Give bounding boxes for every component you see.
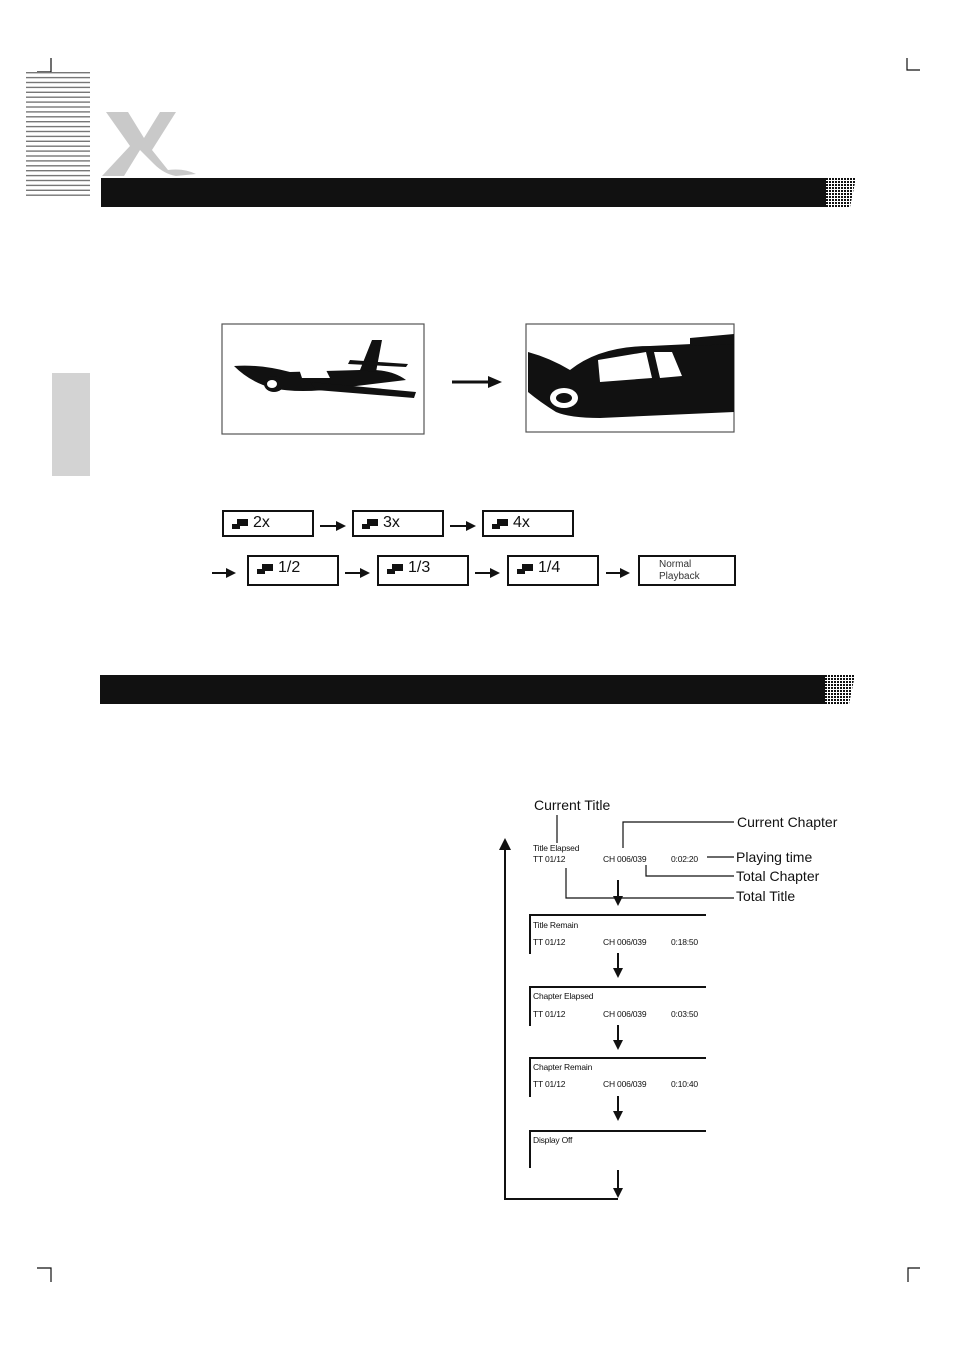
- panel-frame-left: [529, 1057, 531, 1097]
- panel-time-value: 0:02:20: [671, 854, 698, 864]
- panel-chapter-value: CH 006/039: [603, 1009, 647, 1019]
- panel-mode-label: Display Off: [533, 1135, 573, 1145]
- panel-mode-label: Chapter Remain: [533, 1062, 593, 1072]
- panel-title-value: TT 01/12: [533, 1009, 566, 1019]
- normal-label: Normal: [659, 559, 692, 570]
- panel-frame-top: [529, 914, 706, 916]
- callout-playing-time: Playing time: [736, 849, 813, 865]
- panel-time-value: 0:03:50: [671, 1009, 698, 1019]
- callout-current-title: Current Title: [534, 797, 611, 813]
- zoom-step-label: 3x: [383, 514, 400, 531]
- callout-total-title: Total Title: [736, 888, 796, 904]
- panel-chapter-value: CH 006/039: [603, 1079, 647, 1089]
- zoom-step-label: 1/2: [278, 559, 301, 576]
- playback-label: Playback: [659, 571, 700, 582]
- panel-frame-top: [529, 1130, 706, 1132]
- zoom-step-label: 1/3: [408, 559, 431, 576]
- panel-chapter-value: CH 006/039: [603, 937, 647, 947]
- zoom-step-label: 2x: [253, 514, 270, 531]
- panel-frame-top: [529, 986, 706, 988]
- panel-frame-left: [529, 986, 531, 1026]
- callout-total-chapter: Total Chapter: [736, 868, 820, 884]
- panel-mode-label: Title Elapsed: [533, 843, 580, 853]
- panel-frame-left: [529, 914, 531, 954]
- panel-frame-top: [529, 1057, 706, 1059]
- panel-title-value: TT 01/12: [533, 937, 566, 947]
- callout-current-chapter: Current Chapter: [737, 814, 838, 830]
- panel-chapter-value: CH 006/039: [603, 854, 647, 864]
- panel-mode-label: Chapter Elapsed: [533, 991, 594, 1001]
- panel-mode-label: Title Remain: [533, 920, 578, 930]
- panel-title-value: TT 01/12: [533, 1079, 566, 1089]
- zoom-step-label: 1/4: [538, 559, 561, 576]
- panel-title-value: TT 01/12: [533, 854, 566, 864]
- panel-time-value: 0:10:40: [671, 1079, 698, 1089]
- panel-frame-left: [529, 1130, 531, 1168]
- zoom-step-label: 4x: [513, 514, 530, 531]
- panel-time-value: 0:18:50: [671, 937, 698, 947]
